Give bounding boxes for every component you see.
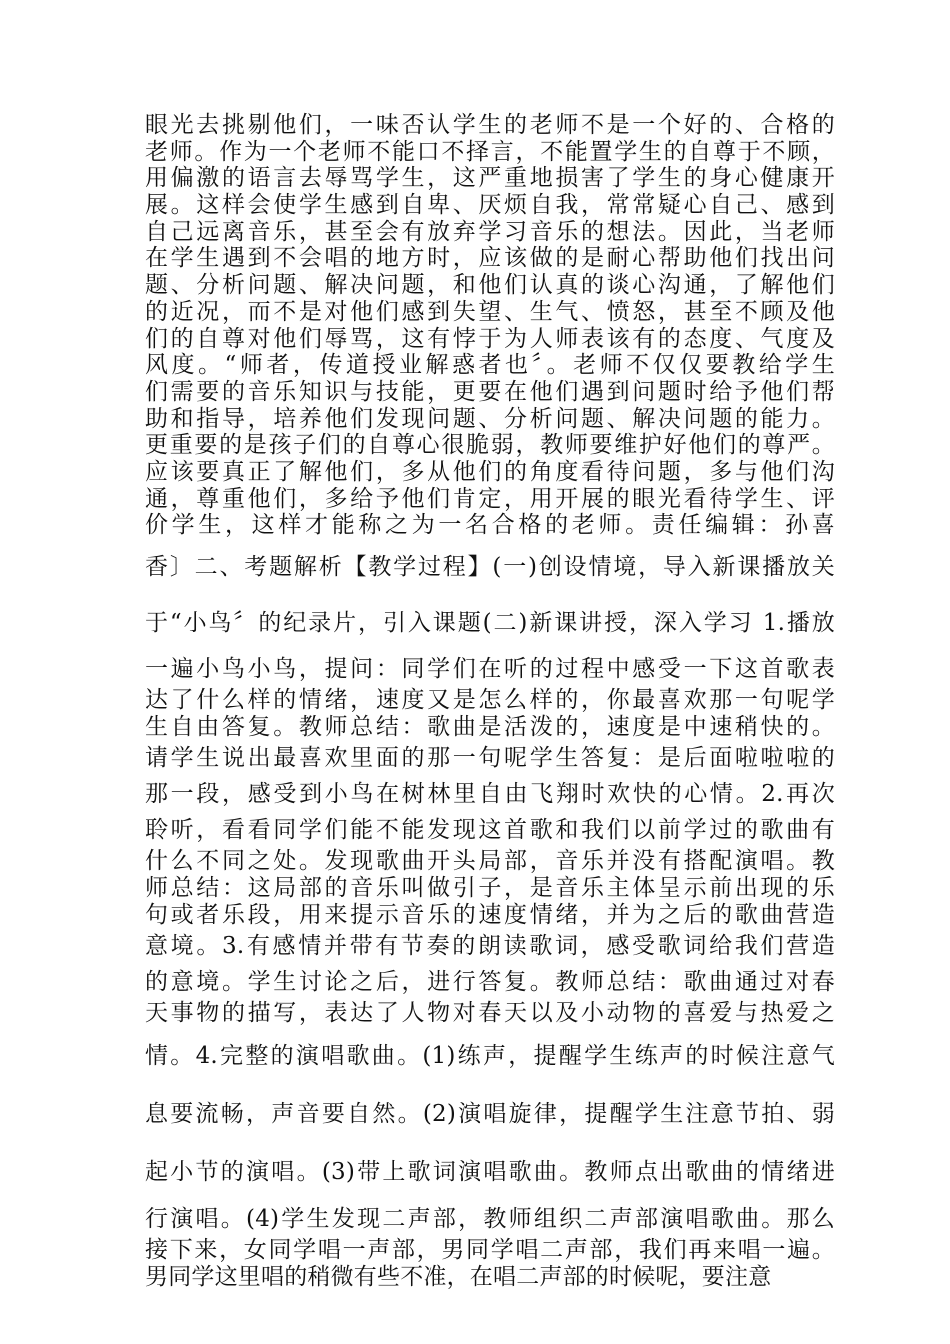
text-line: 香〕二、考题解析【教学过程】(一)创设情境，导入新课播放关: [145, 554, 835, 580]
text-line: 的近况，而不是对他们感到失望、生气、愤怒，甚至不顾及他: [145, 298, 835, 325]
text-line: 于“小鸟〞的纪录片，引入课题(二)新课讲授，深入学习 1.播放: [145, 610, 835, 636]
text-line: 聆听，看看同学们能不能发现这首歌和我们以前学过的歌曲有: [145, 817, 835, 844]
text-line: 价学生，这样才能称之为一名合格的老师。责任编辑：孙喜: [145, 512, 835, 539]
text-line: 行演唱。(4)学生发现二声部，教师组织二声部演唱歌曲。那么: [145, 1206, 835, 1233]
body-text: [145, 112, 835, 1291]
text-line: 的意境。学生讨论之后，进行答复。教师总结：歌曲通过对春: [145, 969, 835, 996]
text-line: 老师。作为一个老师不能口不择言，不能置学生的自尊于不顾，: [145, 138, 835, 165]
text-line: 通，尊重他们，多给予他们肯定，用开展的眼光看待学生、评: [145, 485, 835, 512]
text-line: 天事物的描写，表达了人物对春天以及小动物的喜爱与热爱之: [145, 1000, 835, 1027]
text-line: 句或者乐段，用来提示音乐的速度情绪，并为之后的歌曲营造: [145, 901, 835, 928]
text-line: 们需要的音乐知识与技能，更要在他们遇到问题时给予他们帮: [145, 378, 835, 405]
text-line: 什么不同之处。发现歌曲开头局部，音乐并没有搭配演唱。教: [145, 848, 835, 875]
text-line: 自己远离音乐，甚至会有放弃学习音乐的想法。因此，当老师: [145, 218, 835, 245]
text-line: 一遍小鸟小鸟，提问：同学们在听的过程中感受一下这首歌表: [145, 656, 835, 682]
text-line: 达了什么样的情绪，速度又是怎么样的，你最喜欢那一句呢学: [145, 687, 835, 713]
text-line: 情。4.完整的演唱歌曲。(1)练声，提醒学生练声的时候注意气: [145, 1043, 835, 1070]
text-line: 题、分析问题、解决问题，和他们认真的谈心沟通，了解他们: [145, 272, 835, 299]
text-line: 起小节的演唱。(3)带上歌词演唱歌曲。教师点出歌曲的情绪进: [145, 1159, 835, 1186]
text-line: 眼光去挑剔他们，一味否认学生的老师不是一个好的、合格的: [145, 112, 835, 138]
text-line: 助和指导，培养他们发现问题、分析问题、解决问题的能力。: [145, 405, 835, 432]
text-line: 用偏激的语言去辱骂学生，这严重地损害了学生的身心健康开: [145, 165, 835, 192]
text-line: 接下来，女同学唱一声部，男同学唱二声部，我们再来唱一遍。: [145, 1237, 835, 1264]
text-line: 男同学这里唱的稍微有些不准，在唱二声部的时候呢，要注意: [145, 1263, 772, 1290]
text-line: 展。这样会使学生感到自卑、厌烦自我，常常疑心自己、感到: [145, 192, 835, 219]
text-line: 风度。“师者，传道授业解惑者也〞。老师不仅仅要教给学生: [145, 352, 835, 379]
text-line: 在学生遇到不会唱的地方时，应该做的是耐心帮助他们找出问: [145, 245, 835, 272]
text-line: 息要流畅，声音要自然。(2)演唱旋律，提醒学生注意节拍、弱: [145, 1101, 835, 1128]
text-line: 们的自尊对他们辱骂，这有悖于为人师表该有的态度、气度及: [145, 325, 835, 352]
text-line: 师总结：这局部的音乐叫做引子，是音乐主体呈示前出现的乐: [145, 875, 835, 902]
text-line: 更重要的是孩子们的自尊心很脆弱，教师要维护好他们的尊严。: [145, 432, 835, 459]
text-line: 应该要真正了解他们，多从他们的角度看待问题，多与他们沟: [145, 458, 835, 485]
text-line: 那一段，感受到小鸟在树林里自由飞翔时欢快的心情。2.再次: [145, 781, 835, 808]
text-line: 意境。3.有感情并带有节奏的朗读歌词，感受歌词给我们营造: [145, 933, 835, 960]
text-line: 请学生说出最喜欢里面的那一句呢学生答复：是后面啦啦啦的: [145, 745, 835, 772]
text-line: 生自由答复。教师总结：歌曲是活泼的，速度是中速稍快的。: [145, 713, 835, 740]
